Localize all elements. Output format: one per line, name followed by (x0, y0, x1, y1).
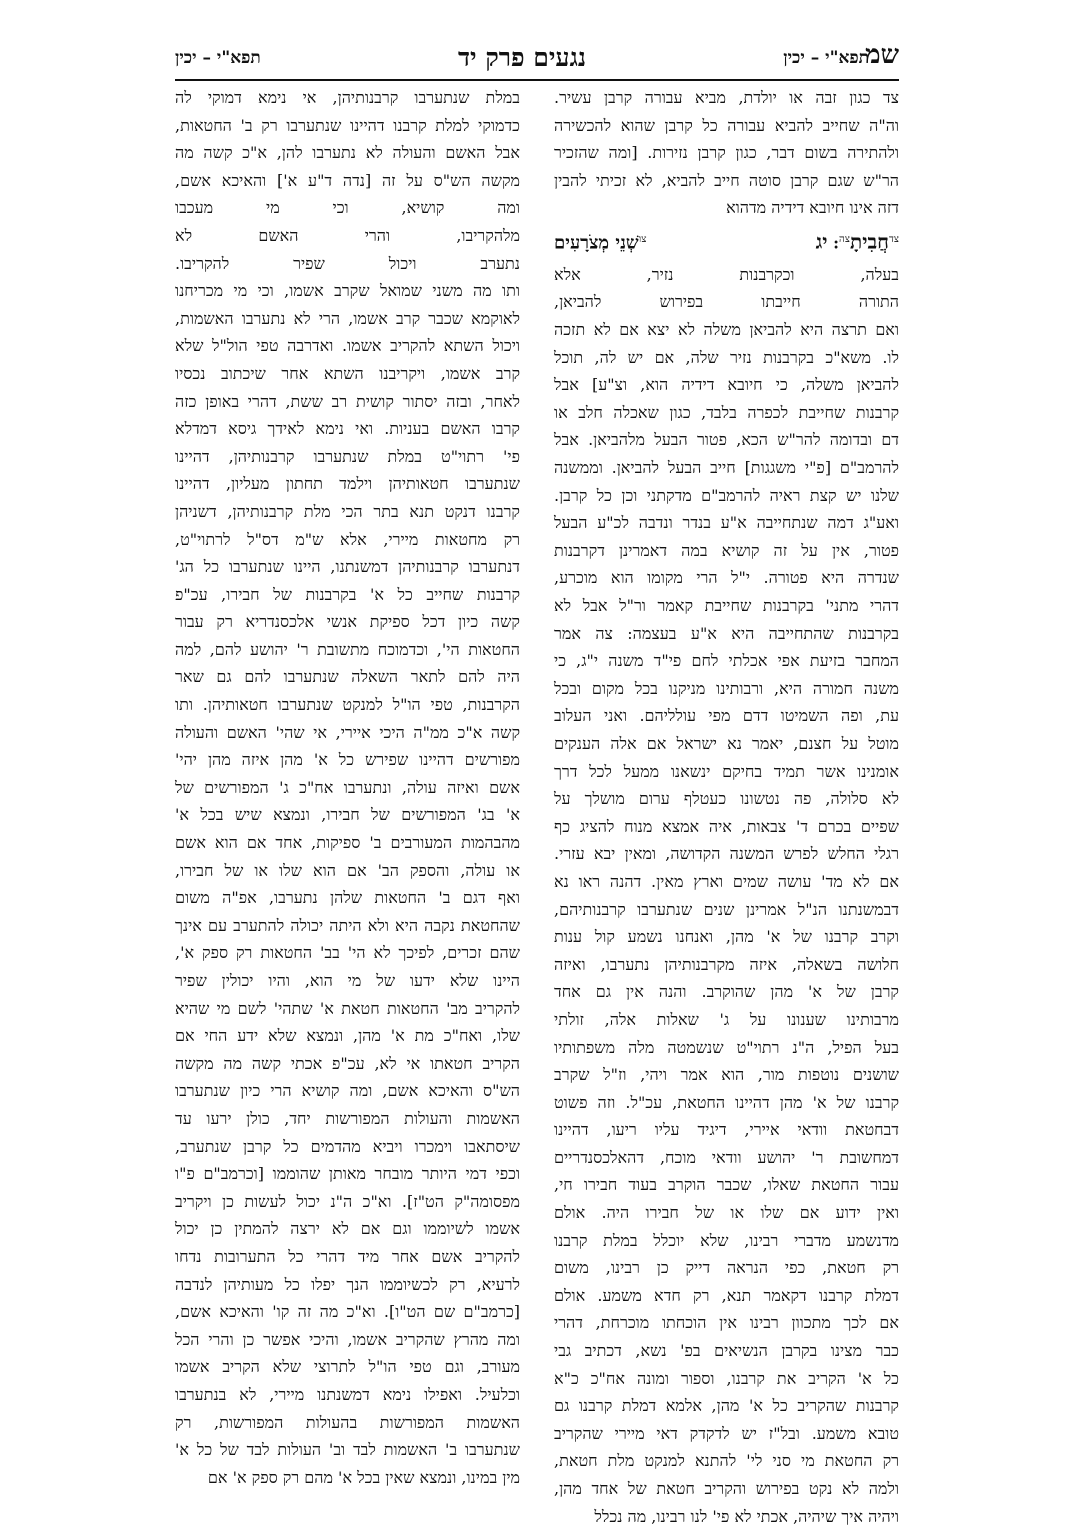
text-line: וכפי דמי היותר מובחר מאותן שהוממו [וכרמב"ם פ"ו (175, 1164, 520, 1184)
text-line: עת, ופה השמיטו דדם מפי עולליהם. ואני העלוב (554, 706, 899, 726)
text-line: דבמשנתנו הנ"ל אמרינן שנים שנתערבו קרבנותיהם, (554, 899, 899, 919)
right-column (554, 84, 900, 1526)
text-line: אשם ואיזה עולה, ונתערבו אח"כ ג' המפורשים של (175, 777, 520, 797)
text-line: רק מחטאות מיירי, אלא ש"מ דס"ל לרתוי"ט, (175, 529, 520, 549)
section-number: יג (815, 229, 828, 254)
section-word: חֲבִיתָ (850, 229, 889, 254)
text-line: מפורשים דהיינו שפירש כל א' מהן איזה מהן יהי' (175, 750, 520, 770)
text-line: להביאן משלה, כי חיובא דידיה הוא, וצ"ע] אבל (554, 375, 899, 395)
text-line: החטאות הי', וכדמוכח מתשובת ר' יהושע להם, למה (175, 639, 520, 659)
text-line: הר"ש שגם קרבן סוטה חייב להביא, לא זכיתי להבין (554, 170, 899, 190)
text-line: מדנשמע מדברי רבינו, שלא יוכלל במלת קרבנו (554, 1230, 899, 1250)
text-line: דנתערבו קרבנותיהן דמשנתנו, היינו שנתערבו כל הג' (175, 557, 520, 577)
text-line: אבל האשם והעולה לא נתערבו להן, א"כ קשה מה (175, 143, 520, 163)
text-line: חלושה בשאלה, איזה מקרבנותיהן נתערבו, ואיזה (554, 954, 899, 974)
text-line: לו. משא"כ בקרבנות נזיר שלה, אם יש לה, תוכל (554, 347, 899, 367)
left-column-body-text (175, 84, 520, 1491)
text-line: קרבנו דנקט תנא בתר הכי מלת קרבנותיהן, דשניהן (175, 501, 520, 521)
text-line: ואע"ג דמה שנתחייבה א"ע בנדר ונדבה לכ"ע הבעל (554, 513, 900, 533)
text-line: קרבנות שחייב כל א' בקרבנות של חבירו, עכ"פ (175, 584, 520, 604)
text-line: נתערב ויכול שפיר להקריבו. (175, 253, 520, 273)
text-line: אשמו לשיוממו וגם אם לא ירצה להמתין כן יכול (175, 1219, 520, 1239)
text-line: א' בג' המפורשים של חבירו, ונמצא שיש בכל א' (175, 805, 520, 825)
text-line: בקרבנות שהתחייבה היא א"ע בעצמה: צה אמר (554, 623, 899, 643)
text-line: היינו שלא ידעו של מי הוא, והיו יכולין שפיר (175, 971, 520, 990)
section-heading: $^{צד}$חֲבִיתָ$^{צה}$: יג $^{צו}$שְׁנֵי מְצֹרָעִים (554, 229, 899, 254)
text-line: משנה חמורה היא, ורבותינו מניקנו בכל מקום ובכל (554, 678, 899, 698)
text-line: כל א' הקריב את קרבנו, וספור ומונה אח"כ כ"א (554, 1368, 899, 1388)
text-line: ואם תרצה היא להביאן משלה לא יצא אם לא תזכה (554, 320, 899, 340)
text-line: להקריב אשם אחר מיד דהרי כל התערובות נדחו (175, 1246, 520, 1266)
text-line: מהבהמות המעורבים ב' ספיקות, אחד אם הוא אשם (175, 833, 520, 853)
text-line: הש"ס והאיכא אשם, ומה קושיא הרי כיון שנתערבו (175, 1081, 520, 1101)
text-line: במלת שנתערבו קרבנותיהן, אי נימא דמוקי לה (175, 88, 520, 107)
section-word-note: צה (839, 233, 851, 245)
text-line: רק חטאת, כפי הנראה דייק כן רבינו, משום (554, 1258, 899, 1278)
text-line: עבור החטאת שאלו, שכבר הוקרב בעוד חבירו חי, (554, 1175, 899, 1195)
mishna-note: צו (638, 233, 647, 245)
text-line: ואין ידוע אם שלו או של חבירו היה. אולם (554, 1203, 899, 1223)
text-line: מוטל על חצנם, יאמר נא ישראל אם אלה הענקים (554, 733, 899, 753)
text-line: מין במינו, ונמצא שאין בכל א' מהם רק ספק א' אם (207, 1467, 520, 1487)
text-line: ואף דגם ב' החטאות שלהן נתערבו, אפ"ה משום (175, 888, 520, 908)
text-line: ולמה לא נקט בפירוש והקריב חטאת של אחד מהן, (554, 1479, 899, 1499)
text-line: שיסתאבו וימכרו ויביא מהדמים כל קרבן שנתערב, (175, 1136, 520, 1156)
text-line: קרבנות שהקריב כל א' מהן, אלמא דמלת קרבנו גם (554, 1396, 899, 1416)
text-line: רק החטאת מי סני לי' להתנא למנקט מלת חטאת, (554, 1451, 899, 1471)
text-line: שהם זכרים, לפיכך לא הי' בב' החטאות רק ספק א', (175, 943, 520, 963)
text-line: שנתערבו חטאותיהן וילמד תחתון מעליון, דהיינו (175, 474, 520, 494)
text-line: קרבנות שחייבת לכפרה בלבד, כגון שאכלה חלב או (554, 402, 899, 422)
right-column-top-text (554, 84, 899, 222)
text-line: דבחטאת וודאי איירי, דיגיד עליו ריעו, דהיינו (554, 1120, 899, 1140)
text-line: ומה מהרץ שהקריב אשמו, והיכי אפשר כן והרי הכל (175, 1329, 520, 1349)
text-line: קשה כיון דכל ספיקת אנשי אלכסנדריא רק עבור (175, 612, 520, 632)
page-number: שמ (865, 40, 899, 70)
left-column (175, 84, 520, 1487)
text-line: המחבר בזיעת אפי אכלתי לחם פי"ד משנה י"ג, כי (554, 651, 899, 671)
text-line: שנתערבו ב' האשמות לבד וב' העולות לבד של כל א' (175, 1440, 520, 1460)
text-line: [כרמב"ם שם הט"ו]. וא"כ מה זה קו' והאיכא אשם, (175, 1302, 520, 1322)
text-line: הקרבנות, טפי הו"ל למנקט שנתערבו חטאותיהן. ותו (175, 695, 520, 715)
text-line: התורה חייבתו בפירוש להביאן, (554, 292, 899, 312)
text-line: קרבן של א' מהן שהוקרב. והנה אין גם אחד (554, 982, 899, 1002)
text-line: שלנו יש קצת ראיה להרמב"ם מדקתני וכן כל קרבן. (554, 485, 899, 505)
text-line: ומה קושיא, וכי מי מעכבו (175, 198, 520, 218)
text-line: שהחטאת נקבה היא ולא היתה יכולה להתערב עם אינך (175, 915, 520, 935)
text-line: רגלי החלש לפרש המשנה הקדושה, ומאין יבא עזרי. (554, 844, 899, 864)
right-column-body-text (554, 261, 899, 1530)
text-line: וקרב קרבנו של א' מהן, ואנחנו נשמע קול ענות (554, 927, 899, 947)
text-line: לא סלולה, פה נטשונו כעטלף ערום מושלך על (554, 789, 899, 809)
text-line: הקריב חטאתו אי לא, עכ"פ אכתי קשה מה מקשה (175, 1053, 520, 1073)
header-abbrev-left: תפא"י – יכין (175, 48, 261, 68)
text-line: שושנים נוטפות מור, הוא אמר ויהי, וז"ל שקרב (554, 1065, 899, 1085)
text-line: ויכול השתא להקריב אשמו. ואדרבה טפי הול"ל שלא (175, 336, 520, 356)
text-line: ולהתירה בשום דבר, כגון קרבן נזירות. [ומה שהזכיר (554, 143, 899, 163)
text-line: מקשה הש"ס על זה [נדה ד"ע א'] והאיכא אשם, (175, 170, 520, 190)
text-line: כבר מצינו בקרבן הנשיאים בפ' נשא, דכתיב גבי (554, 1341, 899, 1361)
text-line: אומנינו אשר תמיד בחיקם ינשאנו ממעל לכל דרך (554, 761, 899, 781)
text-line: פטור, אין על זה קושיא במה דאמרינן דקרבנות (554, 540, 899, 560)
text-line: ויהיה איך שיהיה, אכתי לא פי' לנו רבינו, מה נכלל (594, 1506, 899, 1526)
text-line: להרמב"ם [פ"י משגגות] חייב הבעל להביאן. וממשנה (554, 458, 899, 478)
text-line: שפיים בכרם ד' צבאות, איה אמצא מנוח להציג כף (554, 816, 899, 836)
text-line: פי' רתוי"ט במלת שנתערבו קרבנותיהן, דהיינו (175, 446, 520, 466)
text-line: וכלעיל. ואפילו נימא דמשנתנו מיירי, לא בנתערבו (175, 1384, 520, 1404)
text-line: מעורב, וגם טפי הו"ל לתרוצי שלא הקריב אשמו (175, 1357, 520, 1377)
text-line: טובא משמע. ובל"ז יש לדקדק דאי מיירי שהקריב (554, 1423, 899, 1443)
text-line: דזה אינו חיובא דידיה מדהוא (726, 198, 899, 218)
text-line: קרבו האשם בעניות. ואי נימא לאידך גיסא דמדלא (175, 419, 520, 439)
header-title: נגעים פרק יד (458, 43, 586, 72)
text-line: דמחשובת ר' יהושע וודאי מוכח, דהאלכסנדריים (554, 1147, 899, 1167)
text-line: היה להם לתאר השאלה שנתערבו להם גם שאר (175, 667, 520, 687)
text-line: קרב אשמו, ויקריבנו השתא אחר שיכתוב נכסיו (175, 363, 520, 383)
text-line: שנדרה היא פטורה. י"ל הרי מקומו הוא מוכרע, (554, 568, 899, 588)
text-line: דהרי מתני' בקרבנות שחייבת קאמר ור"ל אבל לא (554, 596, 899, 616)
text-line: לאחר, ובזה יסתור קושית רב ששת, דהרי באופן כזה (175, 391, 520, 411)
text-line: כדמוקי למלת קרבנו דהיינו שנתערבו רק ב' החטאות, (175, 115, 520, 135)
text-line: שלו, ואח"כ מת א' מהן, ונמצא שלא ידע החי אם (175, 1026, 520, 1046)
mishna-opening: שְׁנֵי מְצֹרָעִים (554, 232, 639, 254)
text-line: וה"ה שחייב להביא עבורה כל קרבן שהוא להכשירה (554, 115, 900, 135)
text-line: לרעיא, רק לכשיוממו הנך יפלו כל מעותיהן לנדבה (175, 1274, 520, 1294)
section-number-note: צד (888, 233, 899, 245)
header-rule (175, 79, 899, 81)
text-line: האשמות והעולות המפורשות יחד, כולן ירעו עד (175, 1108, 520, 1128)
text-line: או עולה, והספק הב' אם הוא שלו או של חבירו, (175, 860, 520, 880)
page-header (175, 40, 869, 76)
text-line: להקריב מב' החטאות חטאת א' שתהי' לשם מי שהיא (175, 998, 520, 1018)
text-line: דם ובדומה להר"ש הכא, פטור הבעל מלהביאן. אבל (554, 430, 899, 450)
text-line: מפסומה"ק הט"ז]. וא"כ ה"נ יכול לעשות כן ויקריב (175, 1191, 520, 1211)
header-abbrev-right: תפא"י – יכין (783, 48, 869, 68)
text-line: צד כגון זבה או יולדת, מביא עבורה קרבן עשיר. (554, 88, 899, 107)
text-line: קשה א"כ ממ"ה היכי איירי, אי שהי' האשם והעולה (175, 722, 520, 742)
text-line: מלהקריבו, והרי האשם לא (175, 225, 520, 245)
text-line: דמלת קרבנו דקאמר תנא, רק חדא משמע. אולם (554, 1285, 899, 1305)
text-line: מרבותינו שענונו על ג' שאלות אלה, זולתי (554, 1009, 899, 1029)
text-line: בעל הפיל, ה"נ רתוי"ט שנשמטה מלה משפתותיו (554, 1037, 899, 1057)
text-line: לאוקמא שכבר קרב אשמו, הרי לא נתערבו האשמות, (175, 308, 520, 328)
text-line: בעלה, וכקרבנות נזיר, אלא (554, 264, 899, 284)
text-line: ותו מה משני שמואל שקרב אשמו, וכי מי מכריחנו (175, 281, 520, 301)
text-line: קרבנו של א' מהן דהיינו החטאת, עכ"ל. וזה פשוט (554, 1092, 899, 1112)
text-line: אם לא מד' עושה שמים וארץ מאין. דהנה ראו נא (554, 871, 899, 891)
text-line: אם לכך מתכוון רבינו אין הוכחתו מוכרחת, דהרי (554, 1313, 899, 1333)
text-line: האשמות המפורשות בהעולות המפורשות, רק (175, 1412, 520, 1432)
